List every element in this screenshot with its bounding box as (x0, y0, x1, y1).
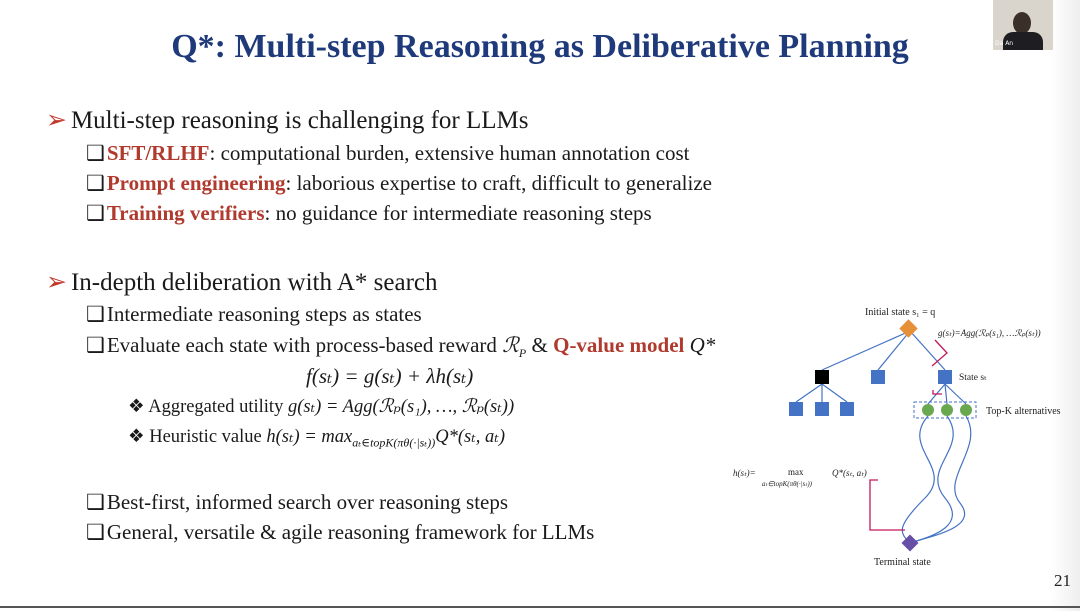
slide-title: Q*: Multi-step Reasoning as Deliberative Planning (171, 28, 909, 65)
h-label-q: Q*(sₜ, aₜ) (832, 468, 867, 478)
g-label: g(sₜ)=Agg(ℛₚ(s₁), …ℛₚ(sₜ)) (938, 328, 1041, 338)
bottom-divider (0, 606, 1080, 608)
terminal-state-label: Terminal state (874, 557, 931, 568)
section1-item: ❑Prompt engineering: laborious expertise to craft, difficult to generalize (86, 171, 712, 195)
tree-node (871, 370, 885, 384)
diamond-bullet-icon: ❖ (128, 427, 145, 447)
section1-heading: ➢ Multi-step reasoning is challenging for LLMs (46, 107, 529, 134)
section2-item: ❑General, versatile & agile reasoning framework for LLMs (86, 520, 595, 544)
arrow-bullet-icon: ➢ (46, 107, 67, 134)
checkbox-bullet-icon: ❑ (86, 490, 105, 514)
checkbox-bullet-icon: ❑ (86, 333, 105, 357)
webcam-name: Da An (995, 40, 1014, 47)
checkbox-bullet-icon: ❑ (86, 141, 105, 165)
checkbox-bullet-icon: ❑ (86, 201, 105, 225)
topk-node (960, 404, 972, 416)
page-number: 21 (1054, 571, 1071, 590)
topk-node (922, 404, 934, 416)
astar-diagram (730, 298, 1080, 588)
checkbox-bullet-icon: ❑ (86, 520, 105, 544)
section1-item: ❑SFT/RLHF: computational burden, extensive human annotation cost (86, 141, 690, 165)
initial-state-label: Initial state s₁ = q (865, 307, 936, 318)
h-label: h(sₜ)= (733, 468, 756, 478)
diamond-bullet-icon: ❖ (128, 397, 145, 417)
section2-item: ❑Best-first, informed search over reasoning steps (86, 490, 509, 514)
formula-f: f(sₜ) = g(sₜ) + λh(sₜ) (306, 364, 474, 388)
topk-label: Top-K alternatives (986, 406, 1061, 417)
section2-heading: ➢ In-depth deliberation with A* search (46, 269, 438, 296)
h-label-max: max (788, 467, 804, 477)
h-label-sub: aₜ∈topK(πθ(·|sₜ)) (762, 480, 813, 488)
selected-node (815, 370, 829, 384)
state-node (938, 370, 952, 384)
section2-subitem: ❖ Aggregated utility g(sₜ) = Agg(ℛₚ(s₁), …, ℛₚ(sₜ)) (128, 397, 515, 417)
checkbox-bullet-icon: ❑ (86, 171, 105, 195)
tree-node (840, 402, 854, 416)
state-label: State sₜ (959, 373, 987, 383)
section2-subitem: ❖ Heuristic value $h(s_t) = \max_{a_t\in topK(\pi\theta(\cdot|s_t))}Q*(s_t$, aₜ) (128, 427, 505, 450)
tree-node (815, 402, 829, 416)
arrow-bullet-icon: ➢ (46, 269, 67, 296)
section2-item: ❑Evaluate each state with process-based reward ℛ$_P$ & Q-value model Q* (86, 333, 716, 361)
section2-item: ❑Intermediate reasoning steps as states (86, 302, 422, 326)
checkbox-bullet-icon: ❑ (86, 302, 105, 326)
topk-node (941, 404, 953, 416)
tree-node (789, 402, 803, 416)
section1-item: ❑Training verifiers: no guidance for intermediate reasoning steps (86, 201, 652, 225)
